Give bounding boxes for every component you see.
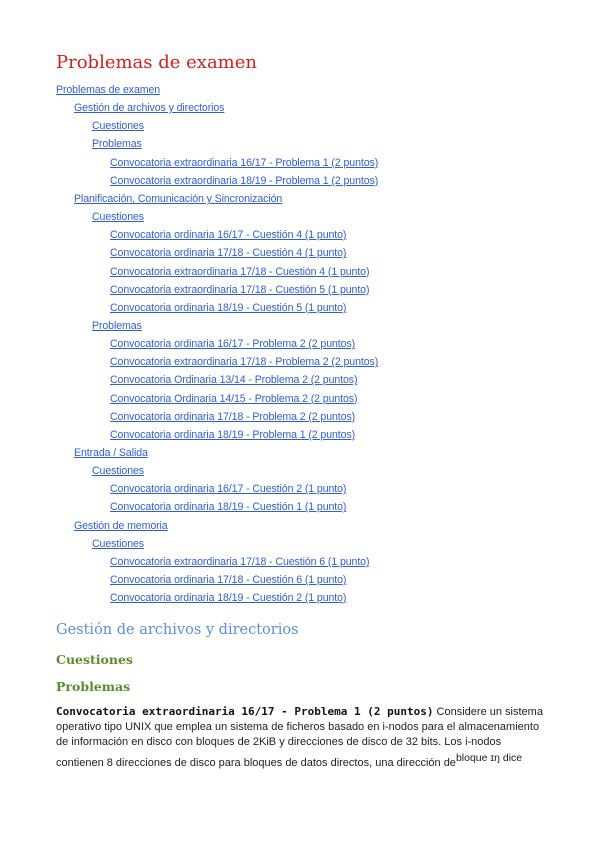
toc-link[interactable]: Convocatoria ordinaria 16/17 - Cuestión 2 (1 punto): [110, 483, 347, 496]
toc-link[interactable]: Cuestiones: [92, 537, 144, 550]
toc-link[interactable]: Gestión de memoria: [74, 519, 168, 532]
problem-paragraph: [56, 704, 576, 771]
toc-link[interactable]: Convocatoria ordinaria 16/17 - Problema 2 (2 puntos): [110, 338, 356, 351]
toc-link[interactable]: Convocatoria extraordinaria 17/18 - Problema 2 (2 puntos): [110, 356, 379, 369]
problem-line-4: contienen 8 direcciones de disco para bloques de datos directos, una dirección de: [56, 757, 456, 769]
toc-link[interactable]: Problemas: [92, 319, 142, 332]
toc-link[interactable]: Entrada / Salida: [74, 447, 148, 459]
problem-line-1: Considere un sistema: [433, 706, 543, 718]
toc-link[interactable]: Convocatoria ordinaria 17/18 - Cuestión 6 (1 punto): [110, 574, 347, 587]
toc-link[interactable]: Gestión de archivos y directorios: [74, 102, 225, 115]
toc-link[interactable]: Convocatoria ordinaria 18/19 - Cuestión 1 (1 punto): [110, 501, 347, 514]
toc-link[interactable]: Convocatoria ordinaria 17/18 - Problema 2 (2 puntos): [110, 410, 356, 423]
toc-link[interactable]: Convocatoria ordinaria 18/19 - Cuestión 2 (1 punto): [110, 592, 347, 605]
toc-link[interactable]: Convocatoria ordinaria 18/19 - Cuestión 5 (1 punto): [110, 301, 347, 314]
section-heading-gestion-archivos: Gestión de archivos y directorios: [56, 622, 299, 638]
toc-link[interactable]: Problemas: [92, 138, 142, 151]
problem-title: Convocatoria extraordinaria 16/17 - Problema 1 (2 puntos): [56, 705, 434, 718]
toc-link[interactable]: Cuestiones: [92, 120, 144, 133]
toc-link[interactable]: Convocatoria ordinaria 16/17 - Cuestión 4 (1 punto): [110, 229, 347, 242]
toc-link[interactable]: Convocatoria Ordinaria 13/14 - Problema 2 (2 puntos): [110, 374, 358, 387]
toc-link[interactable]: Planificación, Comunicación y Sincronización: [74, 192, 283, 205]
subheading-problemas: Problemas: [56, 679, 131, 694]
toc-link[interactable]: Convocatoria extraordinaria 18/19 - Problema 1 (2 puntos): [110, 174, 379, 187]
subheading-cuestiones: Cuestiones: [56, 652, 133, 667]
problem-line-3: de información en disco con bloques de 2KiB y direcciones de disco de 32 bits. Los i-nodos: [56, 736, 502, 748]
toc-link[interactable]: Convocatoria ordinaria 18/19 - Problema 1 (2 puntos): [110, 428, 356, 441]
page-title: Problemas de examen: [56, 52, 257, 73]
toc-link[interactable]: Cuestiones: [92, 211, 144, 224]
toc-link[interactable]: Convocatoria extraordinaria 17/18 - Cuestión 6 (1 punto): [110, 555, 370, 568]
problem-line-4-fragment: bloque ɪŋ dice: [455, 752, 523, 764]
toc-link[interactable]: Convocatoria Ordinaria 14/15 - Problema 2 (2 puntos): [110, 392, 358, 405]
toc-link[interactable]: Cuestiones: [92, 465, 144, 478]
toc-link[interactable]: Convocatoria extraordinaria 17/18 - Cuestión 5 (1 punto): [110, 283, 370, 296]
toc-link[interactable]: Problemas de examen: [56, 84, 161, 96]
toc-link[interactable]: Convocatoria ordinaria 17/18 - Cuestión 4 (1 punto): [110, 247, 347, 260]
problem-line-2: operativo tipo UNIX que emplea un sistema de ficheros basado en i-nodos para el almacenamiento: [56, 721, 540, 733]
toc-link[interactable]: Convocatoria extraordinaria 17/18 - Cuestión 4 (1 punto): [110, 265, 370, 278]
toc-link[interactable]: Convocatoria extraordinaria 16/17 - Problema 1 (2 puntos): [110, 156, 379, 169]
